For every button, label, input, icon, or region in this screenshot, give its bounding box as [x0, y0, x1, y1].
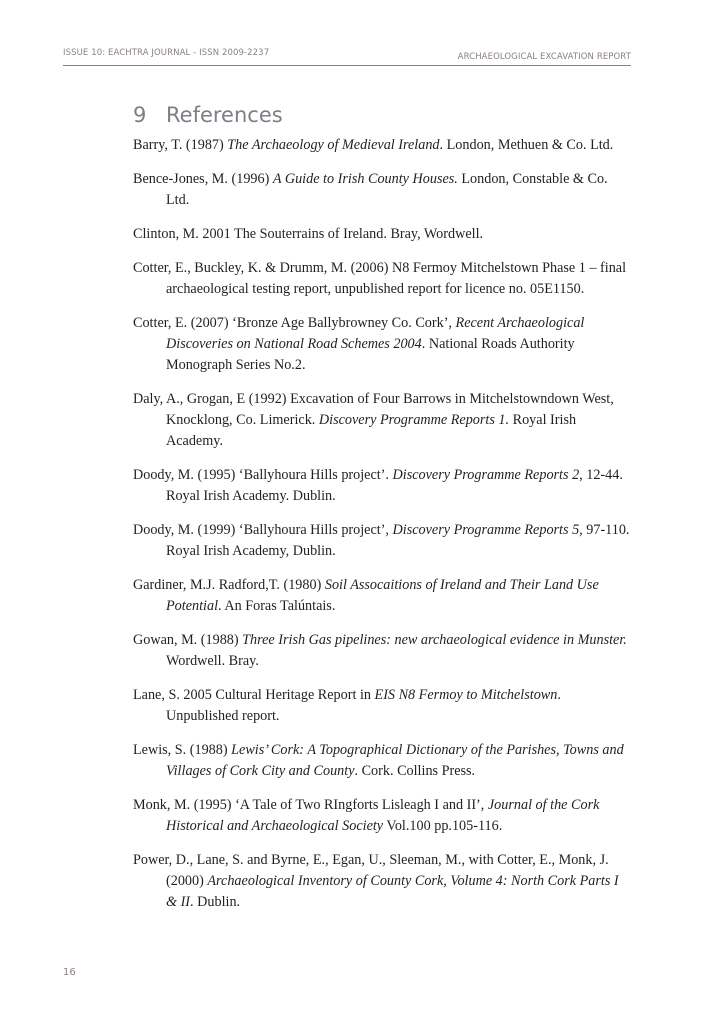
- reference-title-italic: Discovery Programme Reports 2: [392, 467, 580, 483]
- section-number: 9: [133, 103, 147, 127]
- reference-title-italic: Journal of the Cork Historical and Archaeological Society: [166, 797, 600, 834]
- reference-entry: [133, 389, 633, 452]
- reference-entry: [133, 313, 633, 376]
- reference-text: . London, Methuen & Co. Ltd.: [439, 137, 614, 153]
- reference-entry: [133, 465, 633, 507]
- reference-text: Cotter, E. (2007) ‘Bronze Age Ballybrowney Co. Cork’,: [133, 315, 456, 331]
- running-header-journal: ISSUE 10: EACHTRA JOURNAL - ISSN 2009-2237: [63, 48, 270, 58]
- reference-list: [133, 135, 633, 926]
- reference-entry: [133, 520, 633, 562]
- reference-entry: [133, 740, 633, 782]
- reference-text: Gardiner, M.J. Radford,T. (1980): [133, 577, 325, 593]
- reference-text: Doody, M. (1995) ‘Ballyhoura Hills project’.: [133, 467, 393, 483]
- reference-text: Royal Irish Academy.: [166, 412, 577, 449]
- reference-title-italic: Discovery Programme Reports 5: [392, 522, 580, 538]
- reference-entry: [133, 224, 633, 245]
- reference-title-italic: Soil Assocaitions of Ireland and Their Land Use Potential: [166, 577, 599, 614]
- reference-text: Doody, M. (1999) ‘Ballyhoura Hills project’,: [133, 522, 393, 538]
- reference-text: Daly, A., Grogan, E (1992) Excavation of Four Barrows in Mitchelstowndown West, Knocklong, Co. Limerick.: [133, 391, 614, 428]
- reference-text: Clinton, M. 2001 The Souterrains of Ireland. Bray, Wordwell.: [133, 226, 484, 242]
- section-title: References: [166, 103, 283, 127]
- reference-text: Cotter, E., Buckley, K. & Drumm, M. (2006) N8 Fermoy Mitchelstown Phase 1 – final archaeological testing report, unpublished report for licence no. 05E1150.: [133, 260, 627, 297]
- reference-title-italic: Archaeological Inventory of County Cork, Volume 4: North Cork Parts I & II: [166, 873, 619, 910]
- reference-title-italic: EIS N8 Fermoy to Mitchelstown: [374, 687, 558, 703]
- reference-text: Gowan, M. (1988): [133, 632, 243, 648]
- reference-entry: [133, 850, 633, 913]
- header-divider: [63, 65, 631, 66]
- reference-text: Barry, T. (1987): [133, 137, 228, 153]
- reference-text: , 97-110. Royal Irish Academy, Dublin.: [166, 522, 630, 559]
- reference-title-italic: Recent Archaeological Discoveries on National Road Schemes 2004: [166, 315, 585, 352]
- reference-entry: [133, 630, 633, 672]
- reference-text: . Unpublished report.: [166, 687, 561, 724]
- reference-title-italic: The Archaeology of Medieval Ireland: [227, 137, 440, 153]
- reference-entry: [133, 169, 633, 211]
- reference-text: Power, D., Lane, S. and Byrne, E., Egan, U., Sleeman, M., with Cotter, E., Monk, J. (2000): [133, 852, 609, 889]
- running-header-report-type: ARCHAEOLOGICAL EXCAVATION REPORT: [457, 52, 631, 62]
- reference-text: London, Constable & Co. Ltd.: [166, 171, 608, 208]
- section-heading: [133, 103, 283, 127]
- reference-text: Monk, M. (1995) ‘A Tale of Two RIngforts Lisleagh I and II’,: [133, 797, 488, 813]
- reference-text: . Cork. Collins Press.: [354, 763, 476, 779]
- reference-title-italic: Lewis’ Cork: A Topographical Dictionary of the Parishes, Towns and Villages of Cork City and County: [166, 742, 624, 779]
- reference-text: Wordwell. Bray.: [166, 653, 259, 669]
- reference-text: Lane, S. 2005 Cultural Heritage Report in: [133, 687, 375, 703]
- reference-text: . National Roads Authority Monograph Series No.2.: [166, 336, 575, 373]
- reference-text: Vol.100 pp.105-116.: [383, 818, 503, 834]
- reference-entry: [133, 135, 633, 156]
- reference-entry: [133, 685, 633, 727]
- reference-text: Bence-Jones, M. (1996): [133, 171, 273, 187]
- reference-entry: [133, 258, 633, 300]
- reference-title-italic: A Guide to Irish County Houses.: [272, 171, 458, 187]
- reference-text: Lewis, S. (1988): [133, 742, 232, 758]
- reference-text: . An Foras Talúntais.: [218, 598, 336, 614]
- reference-entry: [133, 795, 633, 837]
- reference-entry: [133, 575, 633, 617]
- reference-text: , 12-44. Royal Irish Academy. Dublin.: [166, 467, 623, 504]
- reference-title-italic: Three Irish Gas pipelines: new archaeological evidence in Munster.: [242, 632, 627, 648]
- page-number: 16: [63, 967, 76, 978]
- reference-title-italic: Discovery Programme Reports 1.: [318, 412, 510, 428]
- reference-text: . Dublin.: [190, 894, 241, 910]
